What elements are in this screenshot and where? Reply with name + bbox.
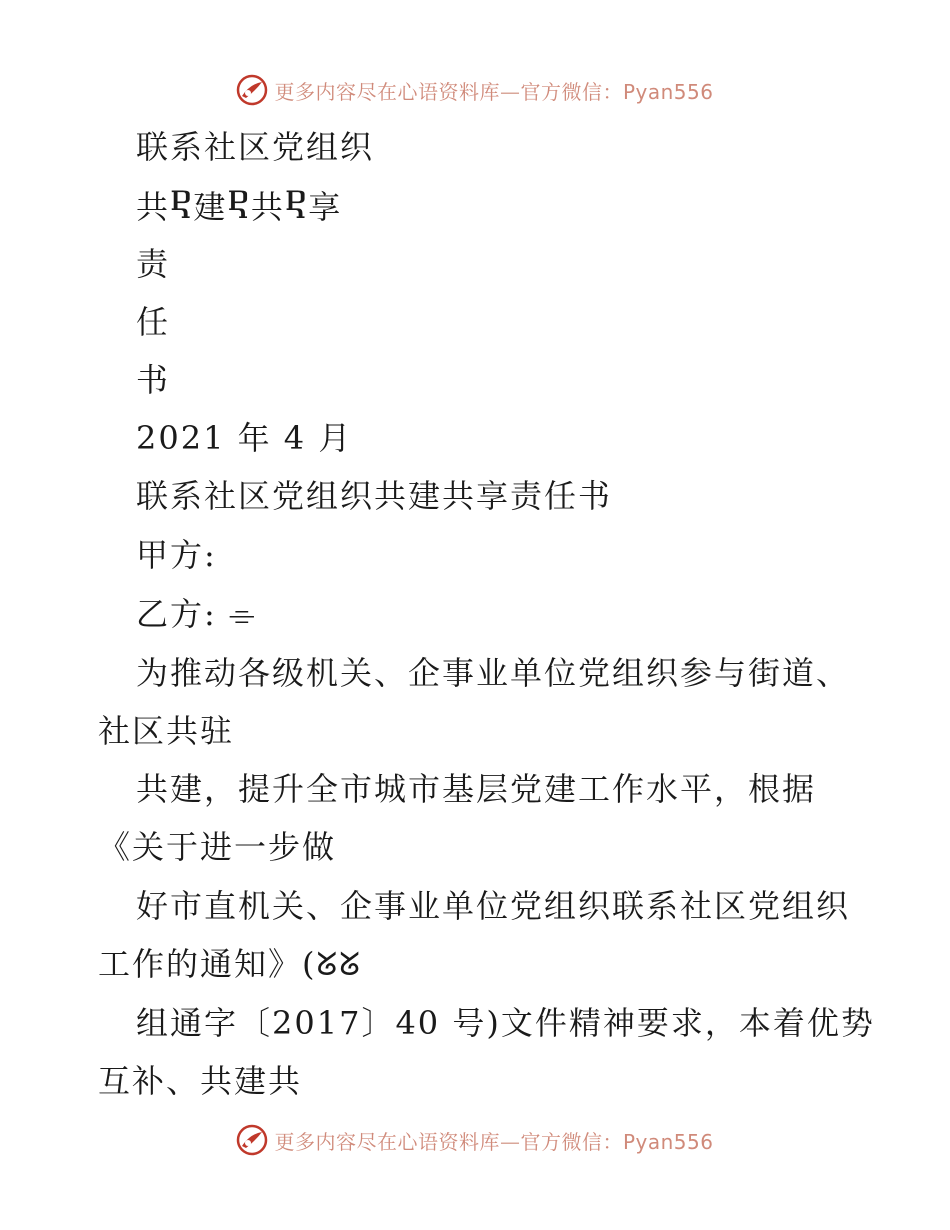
text-line: 甲方: <box>136 536 217 574</box>
text-line: 2021 年 4 月 <box>136 419 353 457</box>
text-line: 共Ⴒ建Ⴒ共Ⴒ享 <box>136 188 343 226</box>
watermark-text: 更多内容尽在心语资料库—官方微信：Pyan556 <box>274 1129 714 1154</box>
text-line: 联系社区党组织 <box>136 128 375 166</box>
text-line: 组通字〔2017〕40 号)文件精神要求，本着优势 <box>136 1004 875 1042</box>
text-line: 任 <box>136 303 171 341</box>
text-line: 共建，提升全市城市基层党建工作水平，根据 <box>136 770 817 808</box>
watermark-text: 更多内容尽在心语资料库—官方微信：Pyan556 <box>274 79 714 104</box>
text-line: 书 <box>136 361 171 399</box>
text-line: 工作的通知》(ᘜᘜ <box>98 945 362 983</box>
watermark-footer <box>0 1120 950 1160</box>
text-line: 《关于进一步做 <box>98 828 337 866</box>
text-line: 联系社区党组织共建共享责任书 <box>136 477 613 515</box>
text-line: 社区共驻 <box>98 712 235 750</box>
text-line: 互补、共建共 <box>98 1062 303 1100</box>
text-line: 好市直机关、企事业单位党组织联系社区党组织 <box>136 887 851 925</box>
text-line: 责 <box>136 245 171 283</box>
text-line: 为推动各级机关、企事业单位党组织参与街道、 <box>136 654 851 692</box>
text-line: 乙方: ⌯ <box>136 595 257 633</box>
logo-icon <box>236 1124 268 1156</box>
